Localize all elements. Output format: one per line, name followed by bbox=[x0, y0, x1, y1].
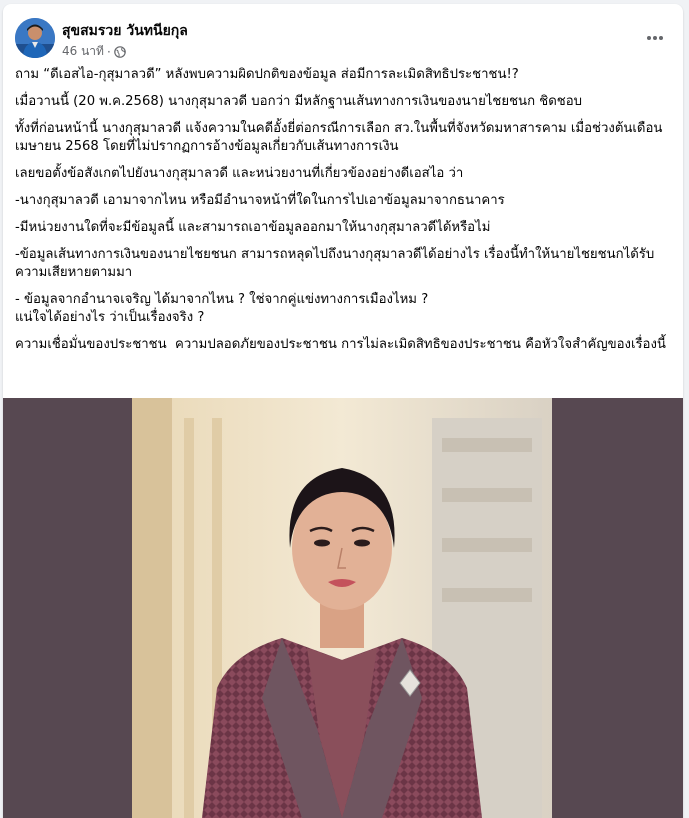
post-header bbox=[3, 4, 683, 62]
meta-separator: · bbox=[106, 44, 111, 59]
more-options-button[interactable] bbox=[641, 24, 669, 52]
post-time[interactable]: 46 นาที bbox=[62, 44, 104, 58]
post-paragraph: ถาม “ดีเอสไอ-กุสุมาลวดี” หลังพบความผิดปกติของข้อมูล ส่อมีการละเมิดสิทธิประชาชน!? bbox=[15, 67, 519, 82]
author-avatar[interactable] bbox=[15, 18, 55, 58]
post-paragraph: -ข้อมูลเส้นทางการเงินของนายไชยชนก สามารถหลุดไปถึงนางกุสุมาลวดีได้อย่างไร เรื่องนี้ทำให้นายไชยชนกได้รับความเสียหายตามมา bbox=[15, 247, 655, 280]
post-photo[interactable] bbox=[132, 398, 552, 818]
post-paragraph: -นางกุสุมาลวดี เอามาจากไหน หรือมีอำนาจหน้าที่ใดในการไปเอาข้อมูลมาจากธนาคาร bbox=[15, 193, 505, 208]
post-photo-container[interactable] bbox=[3, 398, 683, 818]
post-paragraph: เลยขอตั้งข้อสังเกตไปยังนางกุสุมาลวดี และหน่วยงานที่เกี่ยวข้องอย่างดีเอสไอ ว่า bbox=[15, 166, 464, 181]
post-paragraph: -มีหน่วยงานใดที่จะมีข้อมูลนี้ และสามารถเอาข้อมูลออกมาให้นางกุสุมาลวดีได้หรือไม่ bbox=[15, 220, 491, 235]
post-paragraph: เมื่อวานนี้ (20 พ.ค.2568) นางกุสุมาลวดี บอกว่า มีหลักฐานเส้นทางการเงินของนายไชยชนก ชิดชอบ bbox=[15, 94, 582, 109]
post-body bbox=[15, 66, 671, 363]
post-meta bbox=[62, 42, 126, 61]
post-paragraph: ทั้งที่ก่อนหน้านี้ นางกุสุมาลวดี แจ้งความในคดีอั้งยี่ต่อกรณีการเลือก สว.ในพื้นที่จังหวัดมหาสารคาม เมื่อช่วงต้นเดือนเมษายน 2568 โดยที่ไม่ปรากฏการอ้างข้อมูลเกี่ยวกับเส้นทางการเงิน bbox=[15, 121, 663, 154]
more-options-icon bbox=[646, 35, 664, 41]
post-paragraph: - ข้อมูลจากอำนาจเจริญ ได้มาจากไหน ? ใช่จากคู่แข่งทางการเมืองไหม ? แน่ใจได้อย่างไร ว่าเป็นเรื่องจริง ? bbox=[15, 292, 429, 325]
post-paragraph: ความเชื่อมั่นของประชาชน ความปลอดภัยของประชาชน การไม่ละเมิดสิทธิของประชาชน คือหัวใจสำคัญของเรื่องนี้ bbox=[15, 337, 666, 352]
author-name[interactable]: สุขสมรวย วันทนียกุล bbox=[62, 23, 188, 39]
globe-icon[interactable] bbox=[114, 46, 126, 58]
post-card bbox=[3, 4, 683, 818]
